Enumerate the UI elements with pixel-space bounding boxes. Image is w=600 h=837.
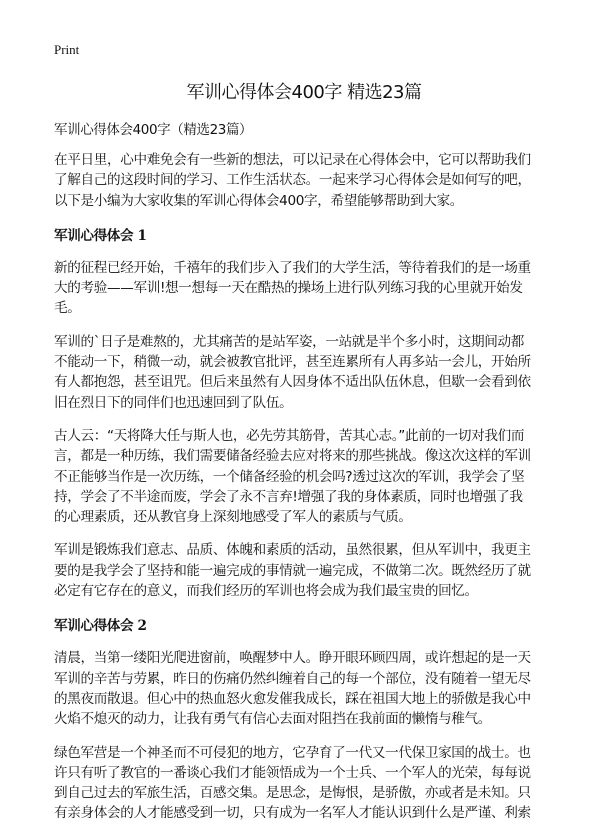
text-line: 到自己过去的军旅生活，百感交集。是思念，是悔恨，是骄傲，亦或者是未知。只 <box>54 785 531 802</box>
document-page <box>54 42 554 837</box>
text-line: 火焰不熄灭的动力，让我有勇气有信心去面对阻挡在我前面的懒惰与稚气。 <box>54 711 492 728</box>
text-line: 不正能够当作是一次历练，一个储备经验的机会吗?透过这次的军训，我学会了坚 <box>54 468 525 485</box>
text-line: 言，都是一种历练，我们需要储备经验去应对将来的那些挑战。像这次这样的军训 <box>54 448 531 465</box>
text-line: 军训的`日子是难熬的，尤其痛苦的是站军姿，一站就是半个多小时，这期间动都 <box>54 333 524 350</box>
text-line: 了解自己的这段时间的学习、工作生活状态。一起来学习心得体会是如何写的吧， <box>54 172 531 189</box>
intro-paragraph <box>54 150 554 211</box>
text-line: 有人都抱怨，甚至诅咒。但后来虽然有人因身体不适出队伍休息，但歇一会看到依 <box>54 374 531 391</box>
print-link[interactable]: Print <box>54 42 80 57</box>
paragraph <box>54 426 554 527</box>
section-heading: 军训心得体会 1 <box>54 227 147 244</box>
sections <box>54 224 554 824</box>
text-line: 军训的辛苦与劳累，昨日的伤痛仍然纠缠着自己的每一个部位，没有随着一望无尽 <box>54 670 531 687</box>
text-line: 军训是锻炼我们意志、品质、体魄和素质的活动，虽然很累，但从军训中，我更主 <box>54 542 531 559</box>
text-line: 旧在烈日下的同伴们也迅速回到了队伍。 <box>54 394 293 411</box>
text-line: 持，学会了不半途而废，学会了永不言弃!增强了我的身体素质，同时也增强了我 <box>54 488 523 505</box>
text-line: 清晨，当第一缕阳光爬进窗前，唤醒梦中人。睁开眼环顾四周，或许想起的是一天 <box>54 650 531 667</box>
paragraph <box>54 648 554 729</box>
text-line: 毛。 <box>54 300 81 317</box>
paragraph <box>54 332 554 413</box>
text-line: 必定有它存在的意义，而我们经历的军训也将会成为我们最宝贵的回忆。 <box>54 583 478 600</box>
text-line: 在平日里，心中难免会有一些新的想法，可以记录在心得体会中，它可以帮助我们 <box>54 152 531 168</box>
subtitle: 军训心得体会400字（精选23篇） <box>54 122 253 138</box>
text-line: 不能动一下，稍微一动，就会被教官批评，甚至连累所有人再多站一会儿，开始所 <box>54 354 531 371</box>
paragraph <box>54 540 554 601</box>
text-line: 新的征程已经开始，千禧年的我们步入了我们的大学生活，等待着我们的是一场重 <box>54 259 531 276</box>
text-line: 以下是小编为大家收集的军训心得体会400字，希望能够帮助到大家。 <box>54 192 463 209</box>
text-line: 许只有听了教官的一番谈心我们才能领悟成为一个士兵、一个军人的光荣，每每说 <box>54 764 531 781</box>
section-heading: 军训心得体会 2 <box>54 618 147 635</box>
text-line: 的黑夜而散退。但心中的热血怒火愈发催我成长，踩在祖国大地上的骄傲是我心中 <box>54 690 531 707</box>
paragraph <box>54 743 554 824</box>
text-line: 大的考验——军训!想一想每一天在酷热的操场上进行队列练习我的心里就开始发 <box>54 280 523 297</box>
text-line: 有亲身体会的人才能感受到一切，只有成为一名军人才能认识到什么是严谨、利索 <box>54 805 531 822</box>
text-line: 的心理素质，还从教官身上深刻地感受了军人的素质与气质。 <box>54 509 412 526</box>
text-line: 要的是我学会了坚持和能一遍完成的事情就一遍完成，不做第二次。既然经历了就 <box>54 562 531 579</box>
text-line: 绿色军营是一个神圣而不可侵犯的地方，它孕育了一代又一代保卫家国的战士。也 <box>54 744 531 761</box>
paragraph <box>54 258 554 319</box>
page-title: 军训心得体会400字 精选23篇 <box>186 82 422 103</box>
text-line: 古人云：“天将降大任与斯人也，必先劳其筋骨，苦其心志。”此前的一切对我们而 <box>54 427 525 444</box>
